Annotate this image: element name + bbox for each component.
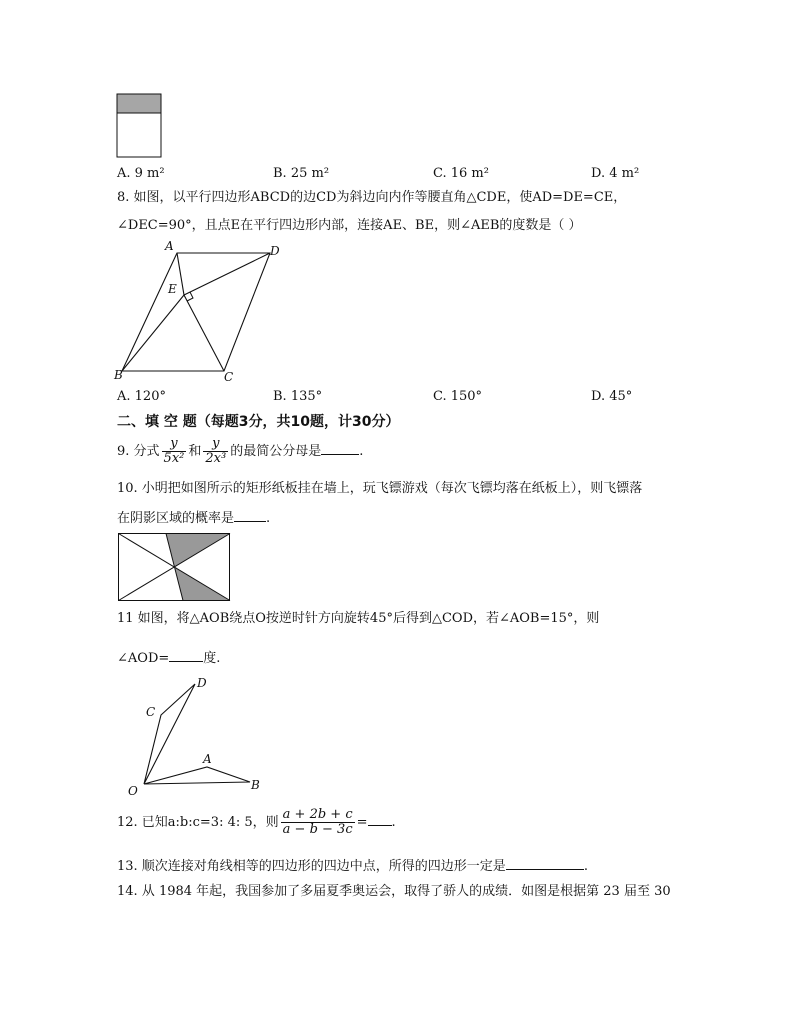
q10-dartboard-figure	[117, 532, 233, 602]
q8-label-e: E	[168, 282, 177, 296]
q8-text-line2: ∠DEC=90°，且点E在平行四边形内部，连接AE、BE，则∠AEB的度数是（ ）	[117, 218, 582, 233]
q8-segment-de	[184, 253, 270, 295]
q9-fraction-2	[203, 437, 228, 466]
q8-segment-ce	[184, 295, 224, 371]
q9-fraction-1	[162, 437, 187, 466]
q8-option-b[interactable]: B. 135°	[273, 389, 323, 404]
q10-answer-blank[interactable]	[234, 508, 266, 522]
q14-text: 14. 从 1984 年起，我国参加了多届夏季奥运会，取得了骄人的成绩．如图是根据第 23 届至 30	[117, 884, 671, 899]
q8-parallelogram-figure	[110, 238, 290, 386]
q13-text: 13. 顺次连接对角线相等的四边形的四边中点，所得的四边形一定是	[117, 859, 506, 874]
q9-fraction-2-numerator: y	[212, 436, 220, 451]
q9-fraction-1-denominator: 5x²	[163, 451, 185, 466]
q8-text-line1: 8. 如图，以平行四边形ABCD的边CD为斜边向内作等腰直角△CDE，使AD=DE=CE，	[117, 190, 627, 205]
q13-question: 13. 顺次连接对角线相等的四边形的四边中点，所得的四边形一定是 .	[117, 856, 588, 876]
q7-shaded-band	[117, 94, 161, 113]
section-2-heading: 二、填 空 题（每题3分，共10题，计30分）	[117, 414, 400, 430]
q12-fraction	[281, 808, 355, 837]
q11-text-line1: 11 如图，将△AOB绕点O按逆时针方向旋转45°后得到△COD，若∠AOB=15°，则	[117, 611, 600, 626]
q11-rotation-figure	[122, 672, 272, 802]
q11-label-c: C	[146, 705, 156, 719]
q8-segment-be	[122, 295, 184, 371]
q10-line2-text: 在阴影区域的概率是	[117, 511, 235, 526]
q12-fraction-numerator: a + 2b + c	[282, 807, 353, 822]
q8-label-a: A	[165, 239, 174, 253]
q7-option-d[interactable]: D. 4 m²	[591, 166, 640, 181]
q9-prefix: 9. 分式	[117, 444, 160, 459]
q10-shaded-region-top	[166, 534, 230, 568]
q8-option-a[interactable]: A. 120°	[117, 389, 166, 404]
q13-answer-blank[interactable]	[506, 856, 584, 870]
q11-label-o: O	[128, 784, 138, 798]
q7-option-a[interactable]: A. 9 m²	[117, 166, 165, 181]
q12-suffix: =	[356, 815, 368, 830]
q11-triangle-aob	[144, 767, 250, 784]
q8-label-b: B	[114, 368, 123, 382]
q11-line2-suffix: 度.	[203, 651, 221, 666]
q9-question: 9. 分式 $\frac{y}{\text{5x²}}$ 和 $\frac{y}{\text{2x³}}$ 的最简公分母是 .	[117, 436, 364, 466]
q8-segment-ae	[177, 253, 184, 295]
q11-line2-prefix: ∠AOD=	[117, 651, 170, 666]
q12-question: 12. 已知a:b:c=3: 4: 5，则 $\frac{a + 2b + c}{a - b - 3c}$ = .	[117, 807, 396, 837]
q11-label-b: B	[251, 778, 260, 792]
q7-rectangle	[117, 113, 161, 157]
q8-label-d: D	[270, 244, 280, 258]
q11-text-line2	[117, 648, 220, 668]
q11-label-a: A	[203, 752, 212, 766]
q12-prefix: 12. 已知a:b:c=3: 4: 5，则	[117, 815, 279, 830]
q9-mid: 和	[188, 444, 202, 459]
q9-suffix: 的最简公分母是	[230, 444, 322, 459]
q9-fraction-1-numerator: y	[170, 436, 178, 451]
q7-figure	[116, 93, 164, 159]
q10-text-line2: 在阴影区域的概率是 .	[117, 508, 270, 528]
q11-triangle-cod	[144, 684, 195, 784]
q12-answer-blank[interactable]	[368, 812, 392, 826]
q11-answer-blank[interactable]	[169, 648, 203, 662]
q7-option-c[interactable]: C. 16 m²	[433, 166, 489, 181]
q7-option-b[interactable]: B. 25 m²	[273, 166, 330, 181]
q8-option-d[interactable]: D. 45°	[591, 389, 633, 404]
q12-fraction-denominator: a − b − 3c	[282, 822, 353, 837]
q8-option-c[interactable]: C. 150°	[433, 389, 483, 404]
q10-text-line1: 10. 小明把如图所示的矩形纸板挂在墙上，玩飞镖游戏（每次飞镖均落在纸板上），则飞镖落	[117, 481, 643, 496]
q9-fraction-2-denominator: 2x³	[205, 451, 227, 466]
q11-label-d: D	[197, 676, 207, 690]
q9-answer-blank[interactable]	[321, 441, 359, 455]
q8-label-c: C	[224, 370, 234, 384]
q8-parallelogram	[122, 253, 270, 371]
